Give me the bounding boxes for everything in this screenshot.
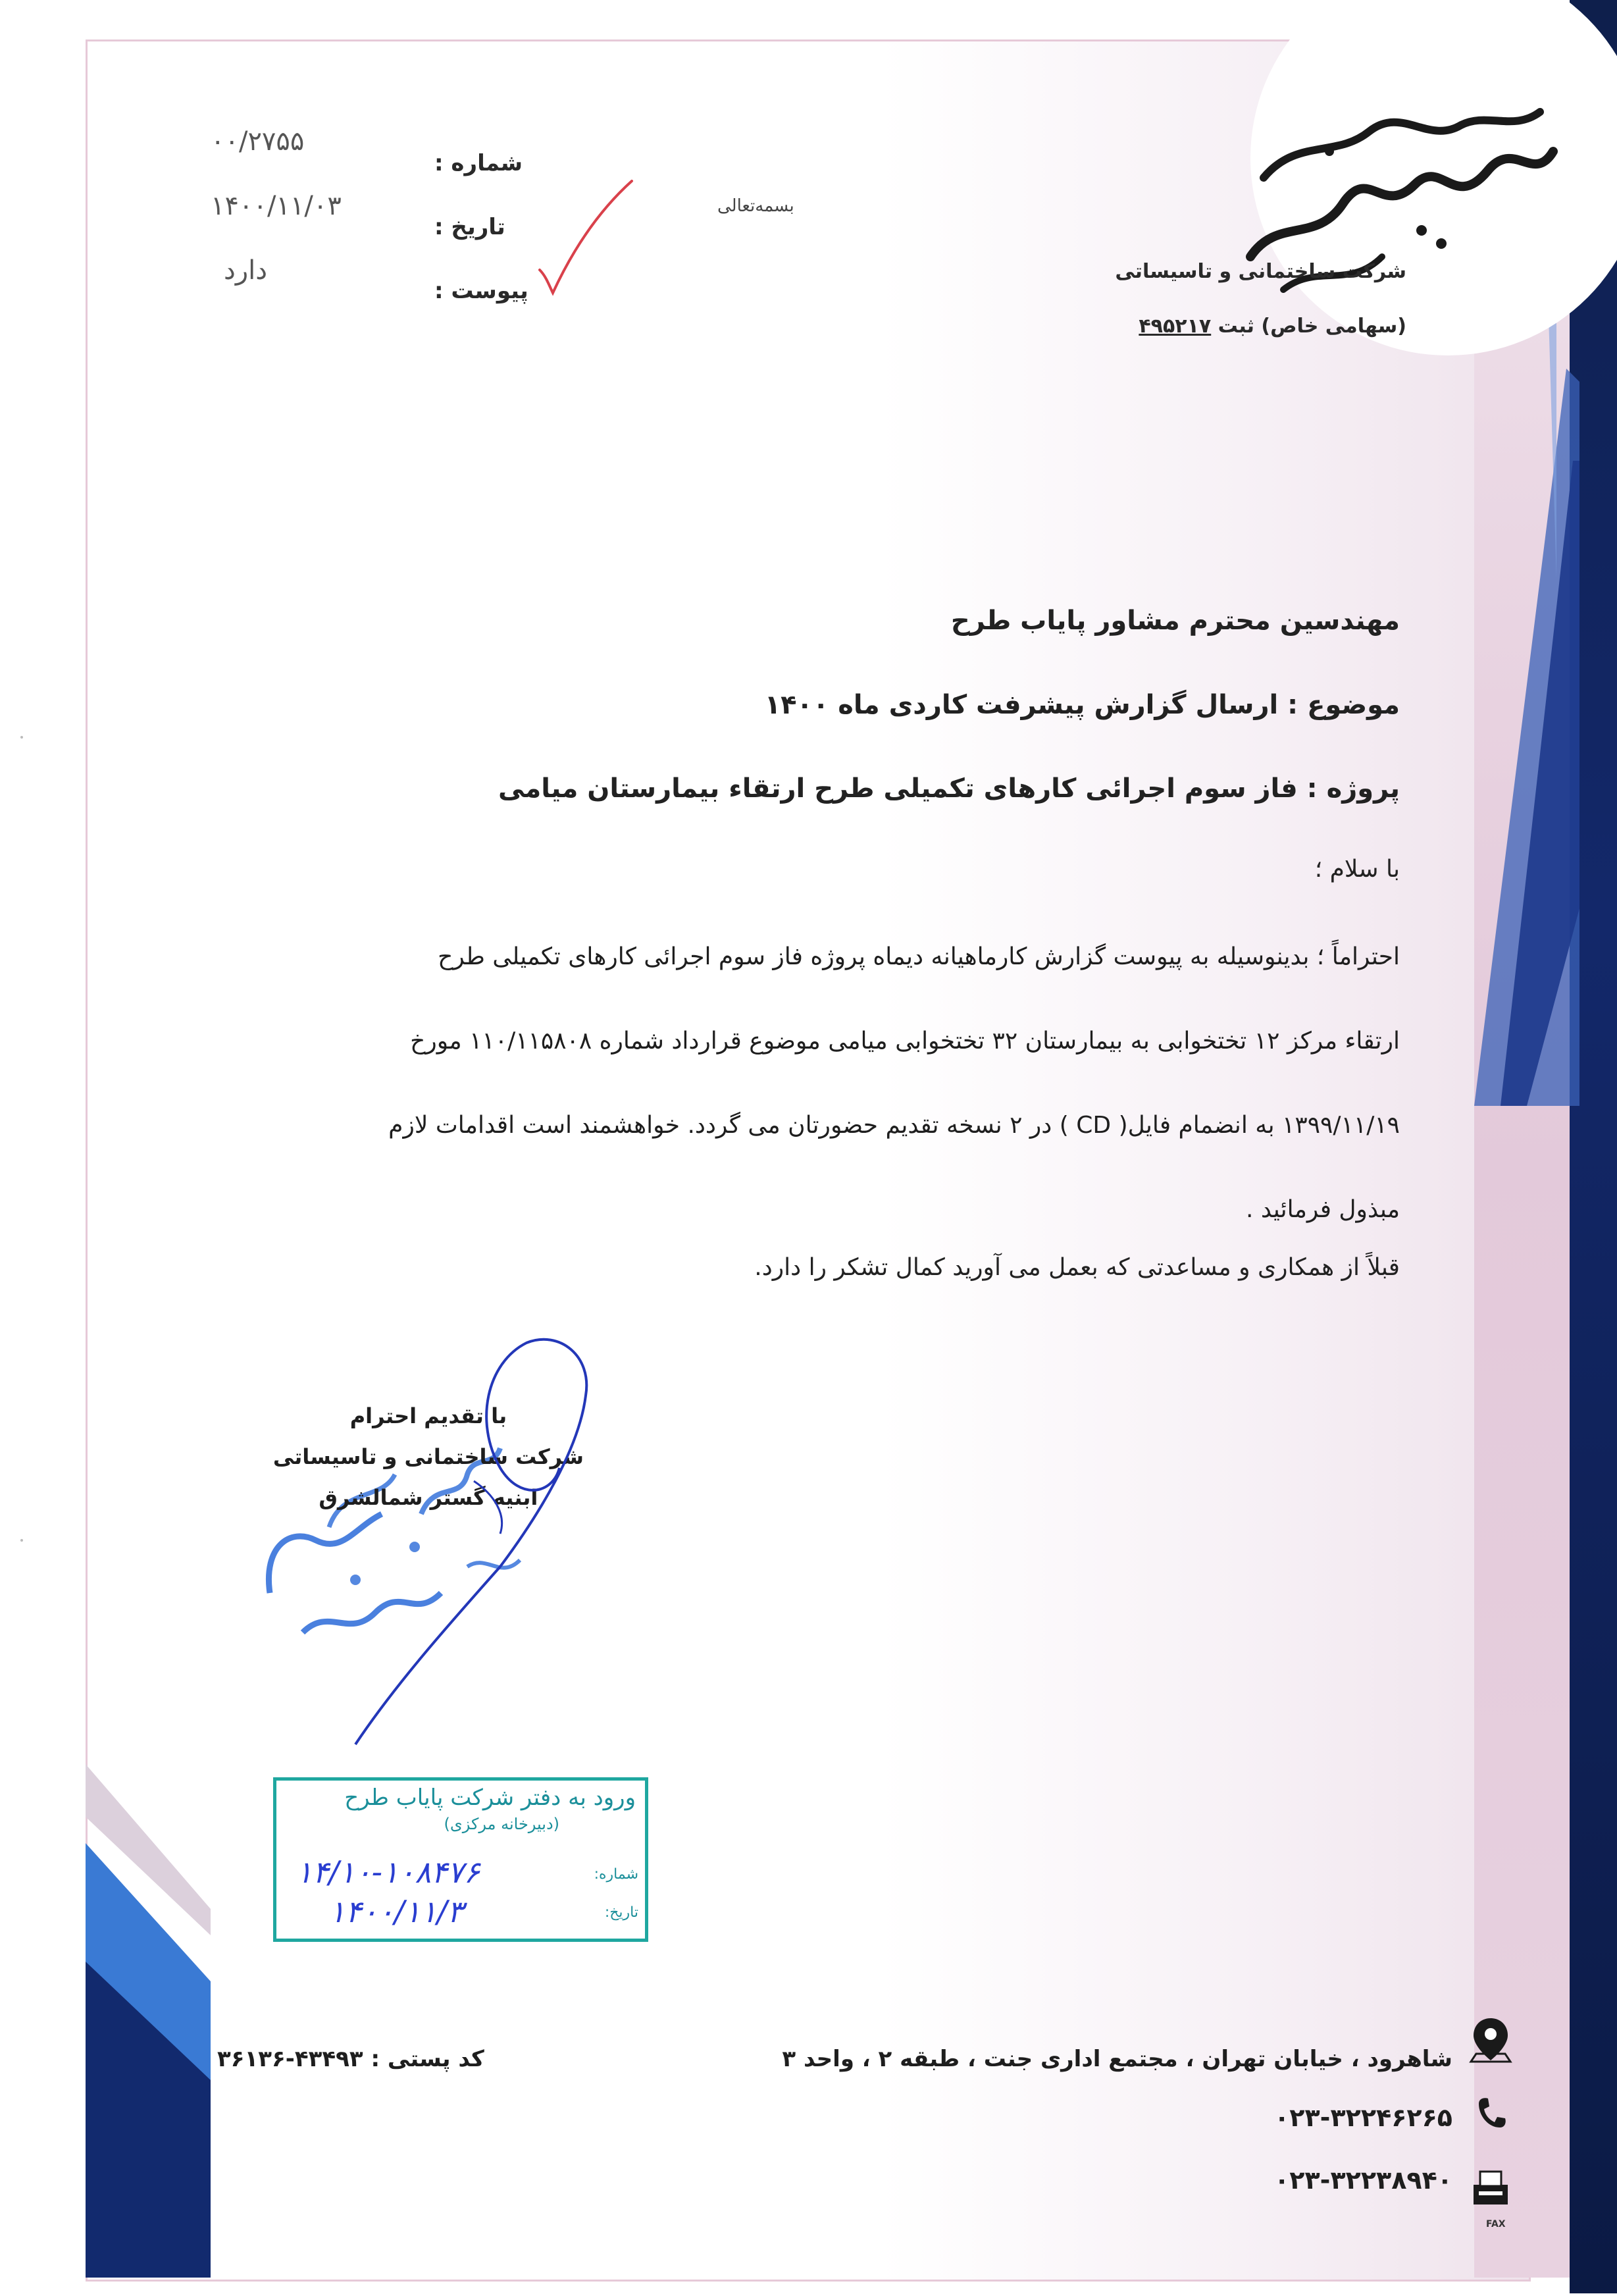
handwritten-signature: [342, 1317, 619, 1777]
date-value: ۱۴۰۰/۱۱/۰۳: [211, 191, 342, 221]
project: پروژه : فاز سوم اجرائی کارهای تکمیلی طرح ارتقاء بیمارستان میامی: [498, 773, 1400, 804]
footer-address: شاهرود ، خیابان تهران ، مجتمع اداری جنت ، طبقه ۲ ، واحد ۳: [782, 2046, 1452, 2072]
basmala: بسمه‌تعالی: [717, 196, 794, 216]
fax-icon-label: FAX: [1486, 2219, 1506, 2230]
reception-date-value: ۱۴۰۰/۱۱/۳: [329, 1894, 463, 1929]
letter-body: [242, 915, 1400, 1252]
reception-date-label: تاریخ:: [604, 1904, 638, 1921]
check-mark-icon: [526, 178, 638, 303]
greeting: با سلام ؛: [1314, 856, 1400, 883]
registration-number: ۴۹۵۲۱۷: [1139, 315, 1212, 338]
date-label: تاریخ :: [434, 214, 505, 240]
company-type: شرکت ساختمانی و تاسیساتی: [1115, 260, 1406, 283]
attachment-label: پیوست :: [434, 278, 528, 304]
footer-postal-code: کد پستی : ۴۳۴۹۳-۳۶۱۳۶: [217, 2046, 484, 2072]
reception-stamp-title: ورود به دفتر شرکت پایاب طرح: [344, 1785, 636, 1811]
fax-icon: [1464, 2162, 1517, 2215]
reception-stamp-subtitle: (دبیرخانه مرکزی): [444, 1815, 559, 1833]
body-line: ارتقاء مرکز ۱۲ تختخوابی به بیمارستان ۳۲ تختخوابی میامی موضوع قرارداد شماره ۱۱۰/۱۱۵۸۰۸ مورخ: [410, 1028, 1400, 1055]
footer-phone: ۰۲۳-۳۲۲۴۶۲۶۵: [1274, 2103, 1452, 2132]
registration-prefix: (سهامی خاص) ثبت: [1218, 315, 1406, 338]
reception-stamp: [273, 1777, 648, 1942]
registration-line: [1139, 315, 1406, 338]
number-value: ۰۰/۲۷۵۵: [211, 126, 305, 157]
reception-number-label: شماره:: [594, 1866, 638, 1883]
subject: موضوع : ارسال گزارش پیشرفت کاردی ماه ۱۴۰۰: [764, 690, 1400, 720]
decorative-corner-shape: [0, 1764, 211, 2278]
body-line: ۱۳۹۹/۱۱/۱۹ به انضمام فایل( CD ) در ۲ نسخه تقدیم حضورتان می گردد. خواهشمند است اقدامات لازم: [388, 1112, 1400, 1139]
closing-thanks: قبلاً از همکاری و مساعدتی که بعمل می آورید کمال تشکر را دارد.: [754, 1254, 1400, 1281]
phone-icon: [1464, 2087, 1517, 2139]
body-line: مبذول فرمائید .: [1245, 1196, 1400, 1223]
signature-salutation: با تقدیم احترام: [349, 1403, 507, 1428]
location-pin-icon: [1464, 2014, 1517, 2067]
attachment-value: دارد: [224, 255, 268, 286]
signature-company-type: شرکت ساختمانی و تاسیساتی: [272, 1444, 584, 1469]
body-line: احتراماً ؛ بدینوسیله به پیوست گزارش کارماهیانه دیماه پروژه فاز سوم اجرائی کارهای تکمیلی طرح: [438, 943, 1400, 970]
footer-fax: ۰۲۳-۳۲۲۳۸۹۴۰: [1274, 2166, 1452, 2195]
recipient: مهندسین محترم مشاور پایاب طرح: [950, 606, 1400, 636]
reception-number-value: ۱۴/۱۰-۱۰۸۴۷۶: [296, 1854, 480, 1890]
number-label: شماره :: [434, 150, 523, 176]
signature-company-name: ابنیه گستر شمالشرق: [319, 1485, 538, 1510]
